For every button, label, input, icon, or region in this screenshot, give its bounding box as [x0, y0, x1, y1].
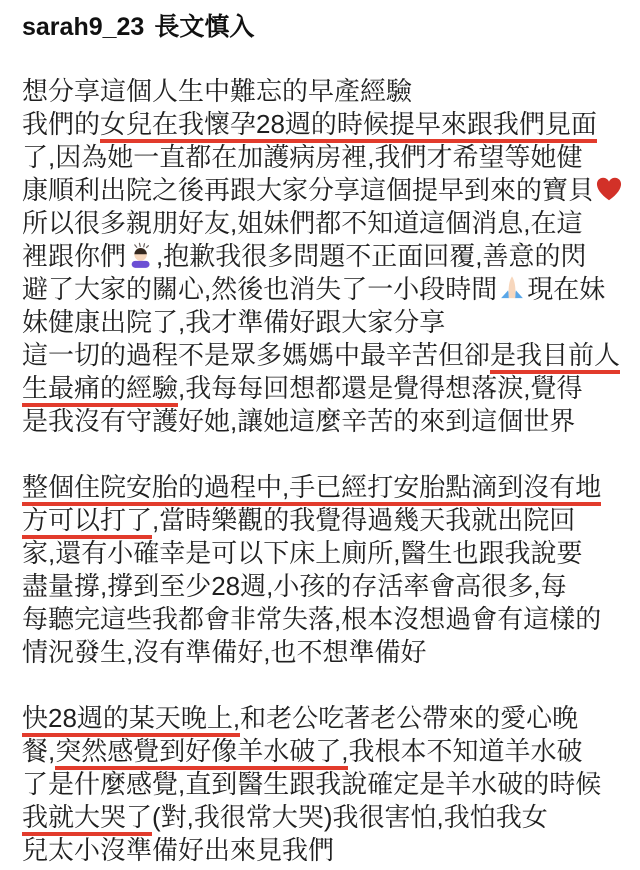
text-line: [22, 768, 626, 801]
underlined-text: 快28週的某天晚上,: [22, 703, 240, 737]
text-segment: 我根本不知道羊水破: [348, 736, 583, 766]
underlined-text: 女兒在我懷孕28週的時候提早來跟我們見面: [100, 109, 597, 143]
post-header: [22, 12, 626, 42]
text-segment: 兒太小沒準備好出來見我們: [22, 835, 335, 865]
text-segment: 每聽完這些我都會非常失落,根本沒想過會有這樣的: [22, 604, 602, 634]
text-segment: 家,還有小確幸是可以下床上廁所,醫生也跟我說要: [22, 538, 583, 568]
underlined-text: 生最痛的經驗: [22, 373, 178, 407]
text-line: [22, 471, 626, 504]
text-segment: (對,我很常大哭)我很害怕,我怕我女: [152, 802, 548, 832]
text-line: [22, 174, 626, 207]
text-line: [22, 801, 626, 834]
red-heart-emoji: [595, 175, 623, 203]
text-segment: 了,因為她一直都在加護病房裡,我們才希望等她健: [22, 142, 583, 172]
underlined-text: 我就大哭了: [22, 802, 152, 836]
text-line: [22, 735, 626, 768]
text-line: [22, 537, 626, 570]
text-line: [22, 339, 626, 372]
post-body: [22, 75, 626, 867]
text-segment: 想分享這個人生中難忘的早產經驗: [22, 76, 413, 106]
text-line: [22, 273, 626, 306]
text-line: [22, 636, 626, 669]
text-segment: 情況發生,沒有準備好,也不想準備好: [22, 637, 427, 667]
text-segment: 現在妹: [527, 274, 606, 304]
text-segment: ,當時樂觀的我覺得過幾天我就出院回: [152, 505, 576, 535]
folded-hands-emoji: [498, 274, 526, 302]
post-title: 長文慎入: [154, 13, 255, 41]
text-line: [22, 405, 626, 438]
text-line: [22, 372, 626, 405]
username[interactable]: sarah9_23: [22, 13, 145, 41]
text-line: [22, 504, 626, 537]
text-line: [22, 207, 626, 240]
text-segment: 我們的: [22, 109, 101, 139]
text-segment: ,抱歉我很多問題不正面回覆,善意的閃: [156, 241, 587, 271]
underlined-text: 整個住院安胎的過程中,手已經打安胎點滴到沒有地: [22, 472, 601, 506]
text-line: [22, 834, 626, 867]
text-segment: 是我沒有守護好她,讓她這麼辛苦的來到這個世界: [22, 406, 576, 436]
text-segment: 和老公吃著老公帶來的愛心晚: [240, 703, 579, 733]
text-line: [22, 240, 626, 273]
text-line: [22, 306, 626, 339]
underlined-text: 是我目前人: [490, 340, 620, 374]
text-segment: ,我每每回想都還是覺得想落淚,覺得: [178, 373, 583, 403]
paragraph: [22, 471, 626, 669]
paragraph: [22, 702, 626, 867]
text-segment: 餐,: [22, 736, 56, 766]
text-segment: 避了大家的關心,然後也消失了一小段時間: [22, 274, 498, 304]
paragraph: [22, 75, 626, 438]
text-line: [22, 702, 626, 735]
text-segment: 所以很多親朋好友,姐妹們都不知道這個消息,在這: [22, 208, 583, 238]
text-line: [22, 603, 626, 636]
text-segment: 了是什麼感覺,直到醫生跟我說確定是羊水破的時候: [22, 769, 602, 799]
text-segment: 這一切的過程不是眾多媽媽中最辛苦但卻: [22, 340, 491, 370]
text-line: [22, 141, 626, 174]
text-line: [22, 108, 626, 141]
text-segment: 康順利出院之後再跟大家分享這個提早到來的寶貝: [22, 175, 595, 205]
underlined-text: 方可以打了: [22, 505, 152, 539]
underlined-text: 突然感覺到好像羊水破了,: [55, 736, 348, 770]
text-segment: 盡量撐,撐到至少28週,小孩的存活率會高很多,每: [22, 571, 567, 601]
text-segment: 裡跟你們: [22, 241, 127, 271]
text-line: [22, 570, 626, 603]
text-line: [22, 75, 626, 108]
text-segment: 妹健康出院了,我才準備好跟大家分享: [22, 307, 446, 337]
woman-bowing-emoji: [127, 241, 155, 269]
